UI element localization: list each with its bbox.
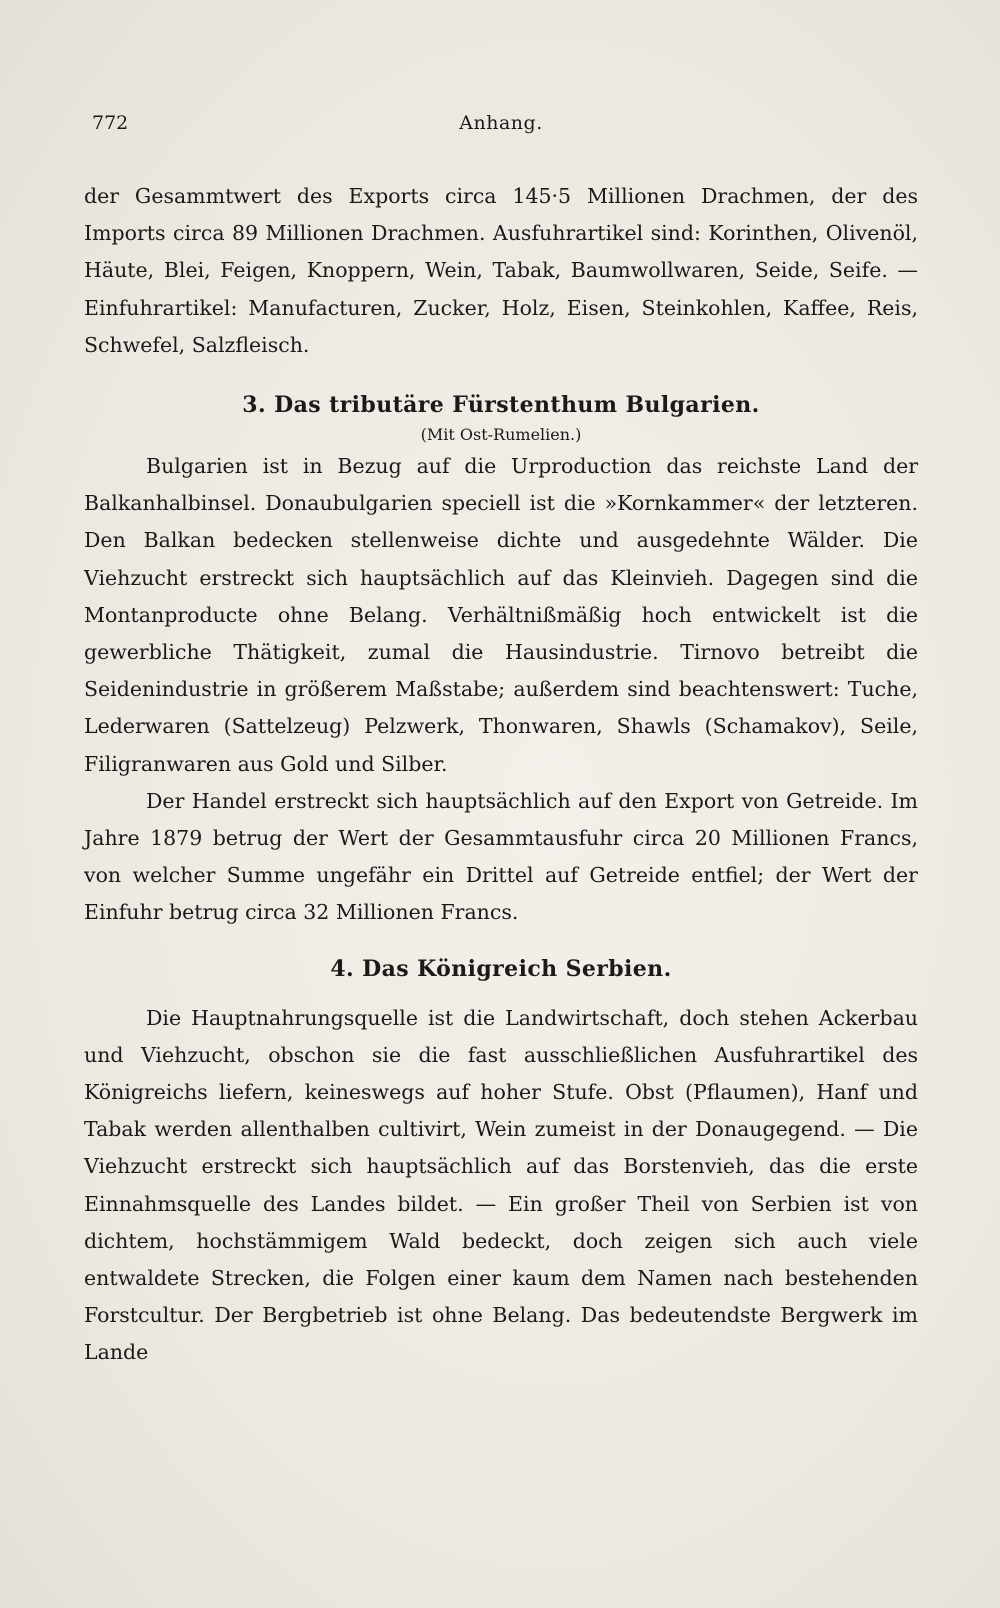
section-subheading-bulgaria: (Mit Ost-Rumelien.)	[420, 425, 582, 445]
section-heading-bulgaria: 3. Das tributäre Fürstenthum Bulgarien.	[242, 392, 760, 419]
section-serbia	[84, 954, 918, 1372]
running-head	[84, 112, 918, 142]
page-number: 772	[92, 112, 129, 134]
section-bulgaria	[84, 390, 918, 932]
serbia-paragraph-1: Die Hauptnahrungsquelle ist die Landwirtschaft, doch stehen Ackerbau und Viehzucht, obschon sie die fast ausschließlichen Ausfuhrartikel des Königreichs liefern, keineswegs auf hoher Stufe. Obst (Pflaumen), Hanf und Tabak werden allenthalben cultivirt, Wein zumeist in der Donaugegend. — Die Viehzucht erstreckt sich hauptsächlich auf das Borstenvieh, das die erste Einnahmsquelle des Landes bildet. — Ein großer Theil von Serbien ist von dichtem, hochstämmigem Wald bedeckt, doch zeigen sich auch viele entwaldete Strecken, die Folgen einer kaum dem Namen nach bestehenden Forstcultur. Der Bergbetrieb ist ohne Belang. Das bedeutendste Bergwerk im Lande	[84, 1005, 918, 1365]
bulgaria-paragraph-1: Bulgarien ist in Bezug auf die Urproduction das reichste Land der Balkanhalbinsel. Donaubulgarien speciell ist die »Kornkammer« der letzteren. Den Balkan bedecken stellenweise dichte und ausgedehnte Wälder. Die Viehzucht erstreckt sich hauptsächlich auf das Kleinvieh. Dagegen sind die Montanproducte ohne Belang. Verhältnißmäßig hoch entwickelt ist die gewerbliche Thätigkeit, zumal die Hausindustrie. Tirnovo betreibt die Seidenindustrie in größerem Maßstabe; außerdem sind beachtenswert: Tuche, Lederwaren (Sattelzeug) Pelzwerk, Thonwaren, Shawls (Schamakov), Seile, Filigranwaren aus Gold und Silber.	[84, 454, 918, 776]
intro-paragraph: der Gesammtwert des Exports circa 145·5 Millionen Drachmen, der des Imports circa 89 Millionen Drachmen. Ausfuhrartikel sind: Korinthen, Olivenöl, Häute, Blei, Feigen, Knoppern, Wein, Tabak, Baumwollwaren, Seide, Seife. — Einfuhrartikel: Manufacturen, Zucker, Holz, Eisen, Steinkohlen, Kaffee, Reis, Schwefel, Salzfleisch.	[84, 184, 918, 357]
section-heading-serbia: 4. Das Königreich Serbien.	[330, 955, 672, 982]
bulgaria-paragraph-2: Der Handel erstreckt sich hauptsächlich auf den Export von Getreide. Im Jahre 1879 betrug der Wert der Gesammtausfuhr circa 20 Millionen Francs, von welcher Summe ungefähr ein Drittel auf Getreide entfiel; der Wert der Einfuhr betrug circa 32 Millionen Francs.	[84, 788, 918, 925]
body-text	[84, 178, 918, 1372]
running-title: Anhang.	[459, 112, 543, 134]
